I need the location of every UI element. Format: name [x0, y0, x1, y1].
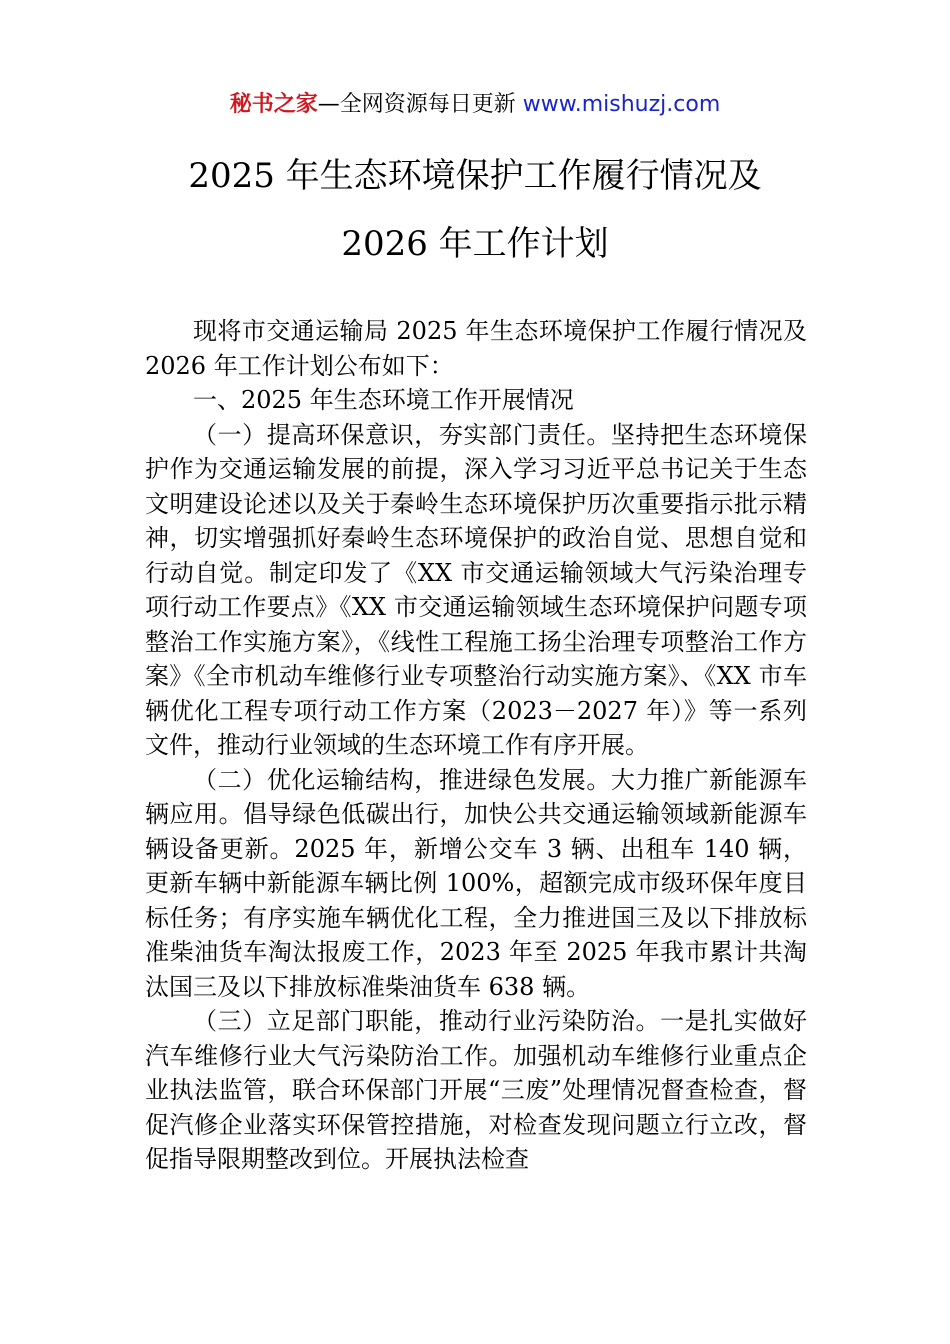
brand-name: 秘书之家: [229, 92, 318, 117]
intro-paragraph: 现将市交通运输局 2025 年生态环境保护工作履行情况及 2026 年工作计划公布如下：: [145, 317, 807, 380]
site-url-link[interactable]: www.mishuzj.com: [522, 92, 721, 117]
document-body: [145, 314, 807, 1177]
document-title-line-2: 2026 年工作计划: [341, 224, 609, 264]
document-title-line-1: 2025 年生态环境保护工作履行情况及: [188, 156, 762, 196]
paragraph-2: （二）优化运输结构，推进绿色发展。大力推广新能源车辆应用。倡导绿色低碳出行，加快公共交通运输领域新能源车辆设备更新。2025 年，新增公交车 3 辆、出租车 140 辆，更新车辆中新能源车辆比例 100%，超额完成市级环保年度目标任务；有序实施车辆优化工程，全力推进国三及以下排放标准柴油货车淘汰报废工作，2023 年至 2025 年我市累计共淘汰国三及以下排放标准柴油货车 638 辆。: [145, 765, 807, 1001]
header-slogan: —全网资源每日更新: [317, 92, 523, 117]
paragraph-3: （三）立足部门职能，推动行业污染防治。一是扎实做好汽车维修行业大气污染防治工作。加强机动车维修行业重点企业执法监管，联合环保部门开展“三废”处理情况督查检查，督促汽修企业落实环保管控措施，对检查发现问题立行立改，督促指导限期整改到位。开展执法检查: [145, 1007, 807, 1173]
site-header: [0, 88, 950, 122]
paragraph-1: （一）提高环保意识，夯实部门责任。坚持把生态环境保护作为交通运输发展的前提，深入学习习近平总书记关于生态文明建设论述以及关于秦岭生态环境保护历次重要指示批示精神，切实增强抓好秦岭生态环境保护的政治自觉、思想自觉和行动自觉。制定印发了《XX 市交通运输领域大气污染治理专项行动工作要点》《XX 市交通运输领域生态环境保护问题专项整治工作实施方案》，《线性工程施工扬尘治理专项整治工作方案》《全市机动车维修行业专项整治行动实施方案》、《XX 市车辆优化工程专项行动工作方案（2023－2027 年）》等一系列文件，推动行业领域的生态环境工作有序开展。: [145, 420, 807, 759]
section-heading: 一、2025 年生态环境工作开展情况: [193, 386, 574, 414]
